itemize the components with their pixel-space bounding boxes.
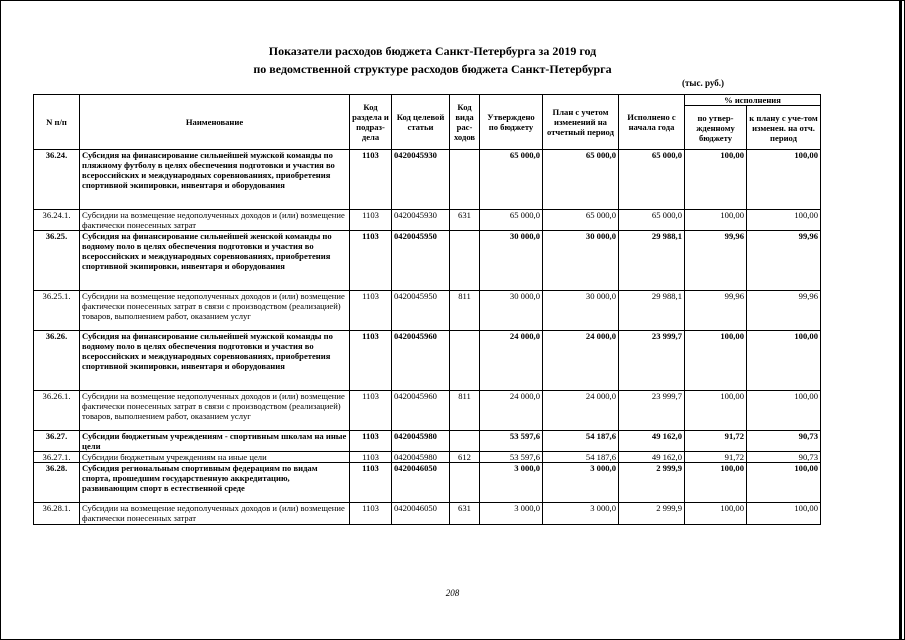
row-razdel: 1103 <box>350 150 392 210</box>
col-header-num: N п/п <box>34 95 80 150</box>
row-vid: 612 <box>450 452 480 463</box>
row-razdel: 1103 <box>350 452 392 463</box>
row-cel: 0420045960 <box>392 331 450 391</box>
report-title: Показатели расходов бюджета Санкт-Петербурга за 2019 год <box>268 44 597 58</box>
col-header-vid: Код вида рас-ходов <box>450 95 480 150</box>
col-header-cel: Код целевой статьи <box>392 95 450 150</box>
col-header-isp: Исполнено с начала года <box>619 95 685 150</box>
row-cel: 0420045980 <box>392 431 450 452</box>
row-pct-plan: 100,00 <box>747 331 821 391</box>
row-vid: 811 <box>450 391 480 431</box>
row-approved: 53 597,6 <box>480 452 543 463</box>
col-header-razdel: Код раздела и подраз-дела <box>350 95 392 150</box>
row-executed: 49 162,0 <box>619 452 685 463</box>
row-vid <box>450 331 480 391</box>
row-number: 36.24.1. <box>34 210 80 231</box>
row-approved: 24 000,0 <box>480 331 543 391</box>
row-approved: 65 000,0 <box>480 150 543 210</box>
row-plan: 65 000,0 <box>543 150 619 210</box>
row-razdel: 1103 <box>350 391 392 431</box>
table-row <box>34 210 821 231</box>
row-approved: 65 000,0 <box>480 210 543 231</box>
row-pct-budget: 99,96 <box>685 291 747 331</box>
row-number: 36.28.1. <box>34 503 80 525</box>
row-pct-budget: 91,72 <box>685 431 747 452</box>
row-razdel: 1103 <box>350 231 392 291</box>
row-cel: 0420045950 <box>392 291 450 331</box>
row-pct-budget: 100,00 <box>685 463 747 503</box>
row-pct-plan: 100,00 <box>747 503 821 525</box>
row-number: 36.28. <box>34 463 80 503</box>
row-executed: 65 000,0 <box>619 150 685 210</box>
row-name: Субсидия на финансирование сильнейшей мужской команды по водному поло в целях обеспечения подготовки и участия во всероссийских и международных соревнованиях, приобретения спортивной экипировки, инвентаря и оборудования <box>80 331 350 391</box>
row-executed: 2 999,9 <box>619 503 685 525</box>
row-plan: 3 000,0 <box>543 503 619 525</box>
row-name: Субсидии бюджетным учреждениям на иные цели <box>80 452 350 463</box>
row-name: Субсидии бюджетным учреждениям - спортивным школам на иные цели <box>80 431 350 452</box>
row-number: 36.25. <box>34 231 80 291</box>
col-header-pct-group: % исполнения <box>685 95 821 106</box>
row-pct-budget: 100,00 <box>685 210 747 231</box>
report-subtitle: по ведомственной структуре расходов бюджета Санкт-Петербурга <box>253 62 612 76</box>
row-pct-budget: 100,00 <box>685 150 747 210</box>
table-row <box>34 231 821 291</box>
row-approved: 30 000,0 <box>480 231 543 291</box>
row-cel: 0420046050 <box>392 503 450 525</box>
row-number: 36.26.1. <box>34 391 80 431</box>
table-row <box>34 431 821 452</box>
row-razdel: 1103 <box>350 331 392 391</box>
row-approved: 3 000,0 <box>480 503 543 525</box>
row-pct-budget: 99,96 <box>685 231 747 291</box>
row-cel: 0420045950 <box>392 231 450 291</box>
page-edge <box>899 0 902 640</box>
row-name: Субсидии на возмещение недополученных доходов и (или) возмещение фактически понесенных затрат <box>80 210 350 231</box>
page-number: 208 <box>445 588 460 598</box>
row-pct-plan: 100,00 <box>747 210 821 231</box>
row-pct-budget: 100,00 <box>685 331 747 391</box>
row-number: 36.27.1. <box>34 452 80 463</box>
row-vid <box>450 431 480 452</box>
row-cel: 0420045930 <box>392 210 450 231</box>
row-plan: 24 000,0 <box>543 391 619 431</box>
row-razdel: 1103 <box>350 291 392 331</box>
row-plan: 54 187,6 <box>543 452 619 463</box>
row-number: 36.25.1. <box>34 291 80 331</box>
row-number: 36.26. <box>34 331 80 391</box>
row-executed: 23 999,7 <box>619 331 685 391</box>
table-row <box>34 291 821 331</box>
row-name: Субсидии на возмещение недополученных доходов и (или) возмещение фактически понесенных затрат в связи с производством (реализацией) товаров, выполнением работ, оказанием услуг <box>80 291 350 331</box>
row-razdel: 1103 <box>350 210 392 231</box>
row-pct-plan: 100,00 <box>747 150 821 210</box>
row-approved: 24 000,0 <box>480 391 543 431</box>
row-vid: 811 <box>450 291 480 331</box>
row-razdel: 1103 <box>350 431 392 452</box>
row-cel: 0420045980 <box>392 452 450 463</box>
row-plan: 24 000,0 <box>543 331 619 391</box>
row-plan: 30 000,0 <box>543 291 619 331</box>
row-plan: 3 000,0 <box>543 463 619 503</box>
table-row <box>34 452 821 463</box>
row-plan: 65 000,0 <box>543 210 619 231</box>
row-vid: 631 <box>450 503 480 525</box>
col-header-pct-budget: по утвер-жденному бюджету <box>685 106 747 150</box>
row-name: Субсидии на возмещение недополученных доходов и (или) возмещение фактически понесенных затрат в связи с производством (реализацией) товаров, выполнением работ, оказанием услуг <box>80 391 350 431</box>
row-approved: 53 597,6 <box>480 431 543 452</box>
table-row <box>34 391 821 431</box>
row-vid <box>450 463 480 503</box>
row-razdel: 1103 <box>350 503 392 525</box>
col-header-name: Наименование <box>80 95 350 150</box>
row-pct-plan: 100,00 <box>747 463 821 503</box>
row-name: Субсидии на возмещение недополученных доходов и (или) возмещение фактически понесенных затрат <box>80 503 350 525</box>
row-plan: 30 000,0 <box>543 231 619 291</box>
row-cel: 0420046050 <box>392 463 450 503</box>
row-pct-plan: 100,00 <box>747 391 821 431</box>
row-name: Субсидия на финансирование сильнейшей женской команды по водному поло в целях обеспечения подготовки и участия во всероссийских и международных соревнованиях, приобретения спортивной экипировки, инвентаря и оборудования <box>80 231 350 291</box>
row-vid <box>450 231 480 291</box>
row-pct-budget: 100,00 <box>685 503 747 525</box>
row-pct-plan: 90,73 <box>747 431 821 452</box>
row-vid <box>450 150 480 210</box>
row-pct-plan: 99,96 <box>747 231 821 291</box>
table-row <box>34 331 821 391</box>
row-cel: 0420045930 <box>392 150 450 210</box>
row-pct-plan: 99,96 <box>747 291 821 331</box>
col-header-pct-plan: к плану с уче-том изменен. на отч. период <box>747 106 821 150</box>
col-header-plan: План с учетом изменений на отчетный период <box>543 95 619 150</box>
row-number: 36.24. <box>34 150 80 210</box>
row-razdel: 1103 <box>350 463 392 503</box>
table-row <box>34 463 821 503</box>
row-executed: 29 988,1 <box>619 231 685 291</box>
row-name: Субсидия региональным спортивным федерациям по видам спорта, прошедшим государственную аккредитацию, развивающим спорт в естественной среде <box>80 463 350 503</box>
row-executed: 49 162,0 <box>619 431 685 452</box>
row-name: Субсидия на финансирование сильнейшей мужской команды по пляжному футболу в целях обеспечения подготовки и участия во всероссийских и международных соревнованиях, приобретения спортивной экипировки, инвентаря и оборудования <box>80 150 350 210</box>
units-label: (тыс. руб.) <box>682 78 724 88</box>
row-executed: 29 988,1 <box>619 291 685 331</box>
row-approved: 30 000,0 <box>480 291 543 331</box>
budget-table <box>33 94 821 525</box>
row-executed: 2 999,9 <box>619 463 685 503</box>
row-pct-budget: 100,00 <box>685 391 747 431</box>
row-number: 36.27. <box>34 431 80 452</box>
row-approved: 3 000,0 <box>480 463 543 503</box>
row-cel: 0420045960 <box>392 391 450 431</box>
row-plan: 54 187,6 <box>543 431 619 452</box>
row-executed: 65 000,0 <box>619 210 685 231</box>
col-header-utv: Утверждено по бюджету <box>480 95 543 150</box>
row-vid: 631 <box>450 210 480 231</box>
table-row <box>34 150 821 210</box>
row-pct-budget: 91,72 <box>685 452 747 463</box>
table-row <box>34 503 821 525</box>
row-pct-plan: 90,73 <box>747 452 821 463</box>
row-executed: 23 999,7 <box>619 391 685 431</box>
